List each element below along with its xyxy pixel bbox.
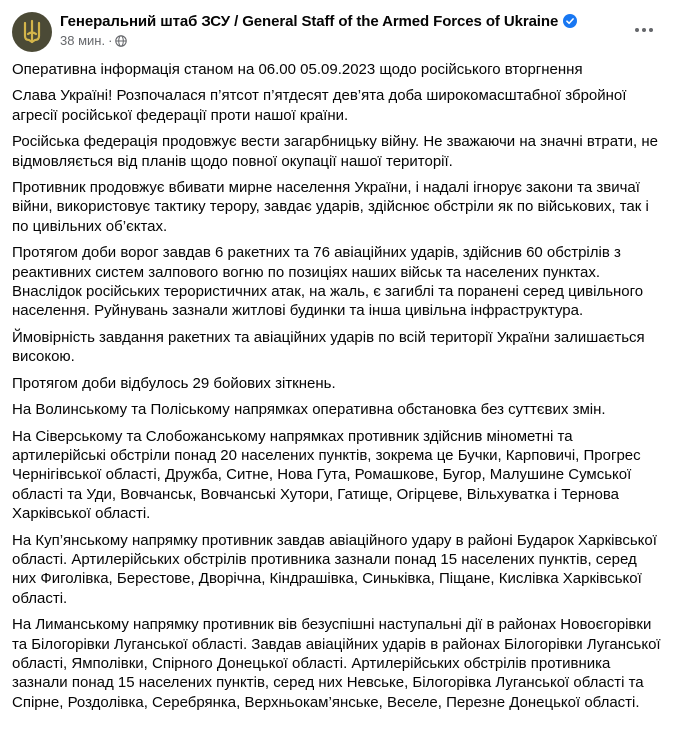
- post-time-link[interactable]: 38 мин.: [60, 33, 106, 48]
- page-name-link[interactable]: [60, 13, 577, 30]
- post-paragraph: Ймовірність завдання ракетних та авіаційних ударів по всій території України залишається високою.: [12, 328, 645, 366]
- post-paragraph: Російська федерація продовжує вести загарбницьку війну. Не зважаючи на значні втрати, не відмовляється від планів щодо повної окупації нашої території.: [12, 133, 658, 170]
- post-paragraph: Оперативна інформація станом на 06.00 05.09.2023 щодо російського вторгнення: [12, 61, 583, 78]
- post-paragraph: Слава Україні! Розпочалася п’ятсот п’ятдесят дев’ята доба широкомасштабної збройної агресії російської федерації проти нашої країни.: [12, 87, 627, 124]
- meta-separator: ·: [108, 33, 113, 48]
- author-name[interactable]: Генеральний штаб ЗСУ / General Staff of the Armed Forces of Ukraine: [60, 13, 559, 30]
- post-body: [12, 60, 664, 719]
- post-paragraph: Протягом доби відбулось 29 бойових зіткнень.: [12, 374, 336, 392]
- post-paragraph: На Волинському та Поліському напрямках оперативна обстановка без суттєвих змін.: [12, 401, 606, 419]
- post-header: [12, 12, 662, 52]
- post-paragraph: На Лиманському напрямку противник вів безуспішні наступальні дії в районах Новоєгорівки та Білогорівки Луганської області. Завдав авіаційних ударів в районах Білогорівки Луганської області, Ямполівки, Спірного Донецької області. Артилерійських обстрілів противника зазнали понад 15 населених пунктів, серед них Невське, Білогорівка Луганської області та Спірне, Роздолівка, Серебрянка, Верхньокам’янське, Веселе, Перезне Донецької області.: [12, 616, 661, 711]
- trident-emblem-icon: [12, 12, 52, 52]
- verified-badge-icon: [563, 14, 577, 28]
- post-paragraph: Протягом доби ворог завдав 6 ракетних та 76 авіаційних ударів, здійснив 60 обстрілів з реактивних систем залпового вогню по позиціях наших військ та населених пунктах. Внаслідок російських терористичних атак, на жаль, є загиблі та поранені серед цивільного населення. Руйнувань зазнали житлові будинки та інша цивільна інфраструктура.: [12, 244, 644, 320]
- globe-icon[interactable]: [115, 35, 127, 47]
- avatar[interactable]: [12, 12, 52, 52]
- post-paragraph: На Куп’янському напрямку противник завдав авіаційного удару в районі Бударок Харківської області. Артилерійських обстрілів противника зазнали понад 15 населених пунктів, серед них Фиголівка, Берестове, Дворічна, Кіндрашівка, Синьківка, Піщане, Кислівка Харківської області.: [12, 531, 657, 607]
- post-meta: [60, 33, 127, 48]
- more-options-button[interactable]: [626, 12, 662, 48]
- post-paragraph: На Сіверському та Слобожанському напрямках противник здійснив мінометні та артилерійські обстріли понад 20 населених пунктів, зокрема це Бучки, Карповичі, Прогрес Чернігівської області, Дружба, Ситне, Нова Гута, Ромашкове, Бугор, Малушине Сумської області та Уди, Вовчанськ, Вовчанські Хутори, Гатище, Огірцеве, Вільхуватка і Тернова Харківської області.: [12, 427, 641, 523]
- more-options-icon: [634, 27, 654, 33]
- post-paragraph: Противник продовжує вбивати мирне населення України, і надалі ігнорує закони та звичаї війни, використовує тактику терору, завдає ударів, здійснює обстріли як по військових, так і по цивільних об’єктах.: [12, 179, 649, 235]
